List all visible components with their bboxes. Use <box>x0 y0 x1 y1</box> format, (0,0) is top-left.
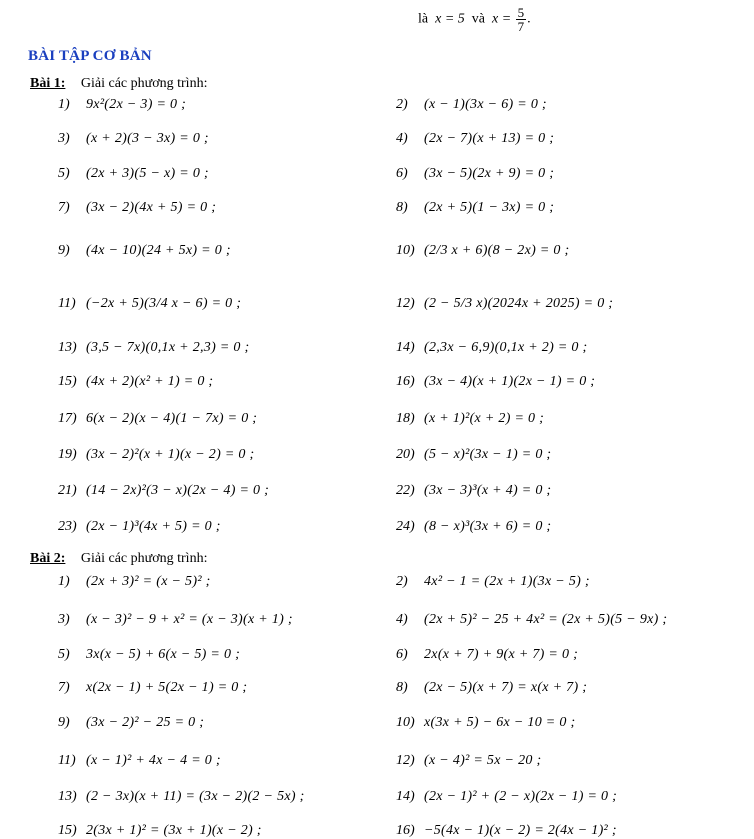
exercise-equation: x(2x − 1) + 5(2x − 1) = 0 ; <box>86 680 248 695</box>
previous-solution-line <box>418 6 531 33</box>
exercise-item <box>396 574 590 590</box>
exercise-number: 15) <box>58 823 77 838</box>
exercise-item <box>396 296 613 312</box>
exercise-number: 3) <box>58 612 70 627</box>
exercise-number: 8) <box>396 200 408 215</box>
exercise-item <box>396 411 544 427</box>
exercise-number: 3) <box>58 131 70 146</box>
exercise-number: 22) <box>396 483 415 498</box>
exercise-equation: (3x − 2)(4x + 5) = 0 ; <box>86 200 217 215</box>
exercise-item <box>58 131 209 147</box>
exercise-number: 24) <box>396 519 415 534</box>
bai1-instruction: Giải các phương trình: <box>80 76 208 91</box>
exercise-item <box>58 715 204 731</box>
exercise-equation: x(3x + 5) − 6x − 10 = 0 ; <box>424 715 576 730</box>
exercise-equation: (x + 2)(3 − 3x) = 0 ; <box>86 131 209 146</box>
exercise-equation: (3,5 − 7x)(0,1x + 2,3) = 0 ; <box>86 340 250 355</box>
exercise-number: 5) <box>58 647 70 662</box>
exercise-equation: (3x − 4)(x + 1)(2x − 1) = 0 ; <box>424 374 596 389</box>
exercise-equation: 6(x − 2)(x − 4)(1 − 7x) = 0 ; <box>86 411 258 426</box>
exercise-equation: (2x − 1)² + (2 − x)(2x − 1) = 0 ; <box>424 789 618 804</box>
bai2-label: Bài 2: <box>30 551 66 566</box>
section-title: BÀI TẬP CƠ BẢN <box>28 48 152 64</box>
exercise-equation: 2(3x + 1)² = (3x + 1)(x − 2) ; <box>86 823 262 838</box>
solution-one: x = 5 <box>435 11 465 27</box>
exercise-equation: (14 − 2x)²(3 − x)(2x − 4) = 0 ; <box>86 483 270 498</box>
exercise-item <box>396 97 547 113</box>
exercise-equation: (−2x + 5)(3/4 x − 6) = 0 ; <box>86 296 242 311</box>
exercise-item <box>396 612 667 628</box>
exercise-equation: (2 − 5/3 x)(2024x + 2025) = 0 ; <box>424 296 614 311</box>
exercise-equation: (x − 1)² + 4x − 4 = 0 ; <box>86 753 221 768</box>
exercise-equation: (x − 4)² = 5x − 20 ; <box>424 753 542 768</box>
fraction-denominator: 7 <box>517 19 525 34</box>
exercise-number: 4) <box>396 131 408 146</box>
exercise-item <box>58 374 213 390</box>
bai2-heading <box>30 551 207 567</box>
bai1-heading <box>30 76 207 92</box>
exercise-number: 9) <box>58 715 70 730</box>
exercise-equation: (2x − 5)(x + 7) = x(x + 7) ; <box>424 680 588 695</box>
exercise-item <box>396 200 554 216</box>
exercise-number: 23) <box>58 519 77 534</box>
exercise-equation: (2x + 5)(1 − 3x) = 0 ; <box>424 200 555 215</box>
exercise-item <box>396 483 551 499</box>
exercise-equation: −5(4x − 1)(x − 2) = 2(4x − 1)² ; <box>424 823 617 838</box>
exercise-item <box>58 680 247 696</box>
exercise-number: 10) <box>396 715 415 730</box>
period: . <box>527 11 531 27</box>
exercise-equation: (x − 1)(3x − 6) = 0 ; <box>424 97 547 112</box>
exercise-equation: (4x − 10)(24 + 5x) = 0 ; <box>86 243 231 258</box>
exercise-item <box>396 823 617 839</box>
exercise-number: 1) <box>58 574 70 589</box>
exercise-equation: (2 − 3x)(x + 11) = (3x − 2)(2 − 5x) ; <box>86 789 305 804</box>
exercise-item <box>58 612 293 628</box>
solution-two-prefix: x = <box>492 11 512 27</box>
exercise-equation: (2x + 3)(5 − x) = 0 ; <box>86 166 209 181</box>
exercise-equation: (2x + 5)² − 25 + 4x² = (2x + 5)(5 − 9x) ; <box>424 612 668 627</box>
exercise-item <box>396 647 578 663</box>
exercise-item <box>396 447 551 463</box>
exercise-equation: (3x − 2)² − 25 = 0 ; <box>86 715 205 730</box>
exercise-equation: 2x(x + 7) + 9(x + 7) = 0 ; <box>424 647 579 662</box>
exercise-number: 18) <box>396 411 415 426</box>
exercise-number: 7) <box>58 680 70 695</box>
exercise-number: 17) <box>58 411 77 426</box>
exercise-item <box>58 519 221 535</box>
exercise-number: 13) <box>58 789 77 804</box>
exercise-item <box>396 789 617 805</box>
exercise-number: 20) <box>396 447 415 462</box>
bai2-instruction: Giải các phương trình: <box>80 551 208 566</box>
exercise-number: 13) <box>58 340 77 355</box>
exercise-number: 1) <box>58 97 70 112</box>
exercise-equation: (x − 3)² − 9 + x² = (x − 3)(x + 1) ; <box>86 612 293 627</box>
exercise-number: 2) <box>396 574 408 589</box>
exercise-equation: 4x² − 1 = (2x + 1)(3x − 5) ; <box>424 574 590 589</box>
exercise-item <box>58 447 254 463</box>
exercise-equation: 9x²(2x − 3) = 0 ; <box>86 97 187 112</box>
exercise-equation: (3x − 3)³(x + 4) = 0 ; <box>424 483 552 498</box>
exercise-number: 12) <box>396 753 415 768</box>
exercise-equation: (2/3 x + 6)(8 − 2x) = 0 ; <box>424 243 570 258</box>
solution-two-fraction <box>516 6 527 33</box>
exercise-number: 11) <box>58 296 76 311</box>
exercise-number: 6) <box>396 647 408 662</box>
exercise-equation: (2,3x − 6,9)(0,1x + 2) = 0 ; <box>424 340 588 355</box>
exercise-equation: (3x − 5)(2x + 9) = 0 ; <box>424 166 555 181</box>
exercise-item <box>396 753 541 769</box>
exercise-number: 15) <box>58 374 77 389</box>
exercise-number: 16) <box>396 823 415 838</box>
exercise-item <box>396 340 587 356</box>
exercise-equation: 3x(x − 5) + 6(x − 5) = 0 ; <box>86 647 241 662</box>
exercise-number: 21) <box>58 483 77 498</box>
exercise-number: 4) <box>396 612 408 627</box>
exercise-item <box>58 647 240 663</box>
exercise-item <box>58 200 216 216</box>
exercise-item <box>58 753 221 769</box>
exercise-item <box>396 131 554 147</box>
exercise-number: 12) <box>396 296 415 311</box>
exercise-equation: (2x − 1)³(4x + 5) = 0 ; <box>86 519 221 534</box>
exercise-item <box>58 789 305 805</box>
exercise-item <box>396 715 575 731</box>
exercise-number: 8) <box>396 680 408 695</box>
exercise-number: 19) <box>58 447 77 462</box>
exercise-number: 6) <box>396 166 408 181</box>
exercise-equation: (x + 1)²(x + 2) = 0 ; <box>424 411 545 426</box>
fraction-numerator: 5 <box>517 5 525 20</box>
exercise-item <box>58 574 211 590</box>
exercise-equation: (2x + 3)² = (x − 5)² ; <box>86 574 211 589</box>
la-text: là <box>418 11 429 27</box>
exercise-item <box>396 519 551 535</box>
exercise-item <box>58 296 241 312</box>
exercise-number: 11) <box>58 753 76 768</box>
exercise-item <box>396 680 587 696</box>
exercise-equation: (3x − 2)²(x + 1)(x − 2) = 0 ; <box>86 447 255 462</box>
exercise-item <box>58 411 257 427</box>
exercise-equation: (8 − x)³(3x + 6) = 0 ; <box>424 519 552 534</box>
exercise-number: 10) <box>396 243 415 258</box>
exercise-equation: (5 − x)²(3x − 1) = 0 ; <box>424 447 552 462</box>
bai1-label: Bài 1: <box>30 76 66 91</box>
exercise-item <box>58 340 249 356</box>
exercise-item <box>58 166 209 182</box>
exercise-item <box>396 243 569 259</box>
exercise-number: 9) <box>58 243 70 258</box>
exercise-item <box>58 483 269 499</box>
exercise-number: 7) <box>58 200 70 215</box>
exercise-number: 14) <box>396 340 415 355</box>
exercise-number: 5) <box>58 166 70 181</box>
exercise-equation: (4x + 2)(x² + 1) = 0 ; <box>86 374 214 389</box>
exercise-item <box>58 97 186 113</box>
exercise-item <box>396 374 595 390</box>
exercise-item <box>58 243 231 259</box>
exercise-item <box>58 823 262 839</box>
exercise-equation: (2x − 7)(x + 13) = 0 ; <box>424 131 555 146</box>
exercise-number: 2) <box>396 97 408 112</box>
exercise-number: 14) <box>396 789 415 804</box>
exercise-item <box>396 166 554 182</box>
exercise-number: 16) <box>396 374 415 389</box>
va-text: và <box>471 11 485 27</box>
